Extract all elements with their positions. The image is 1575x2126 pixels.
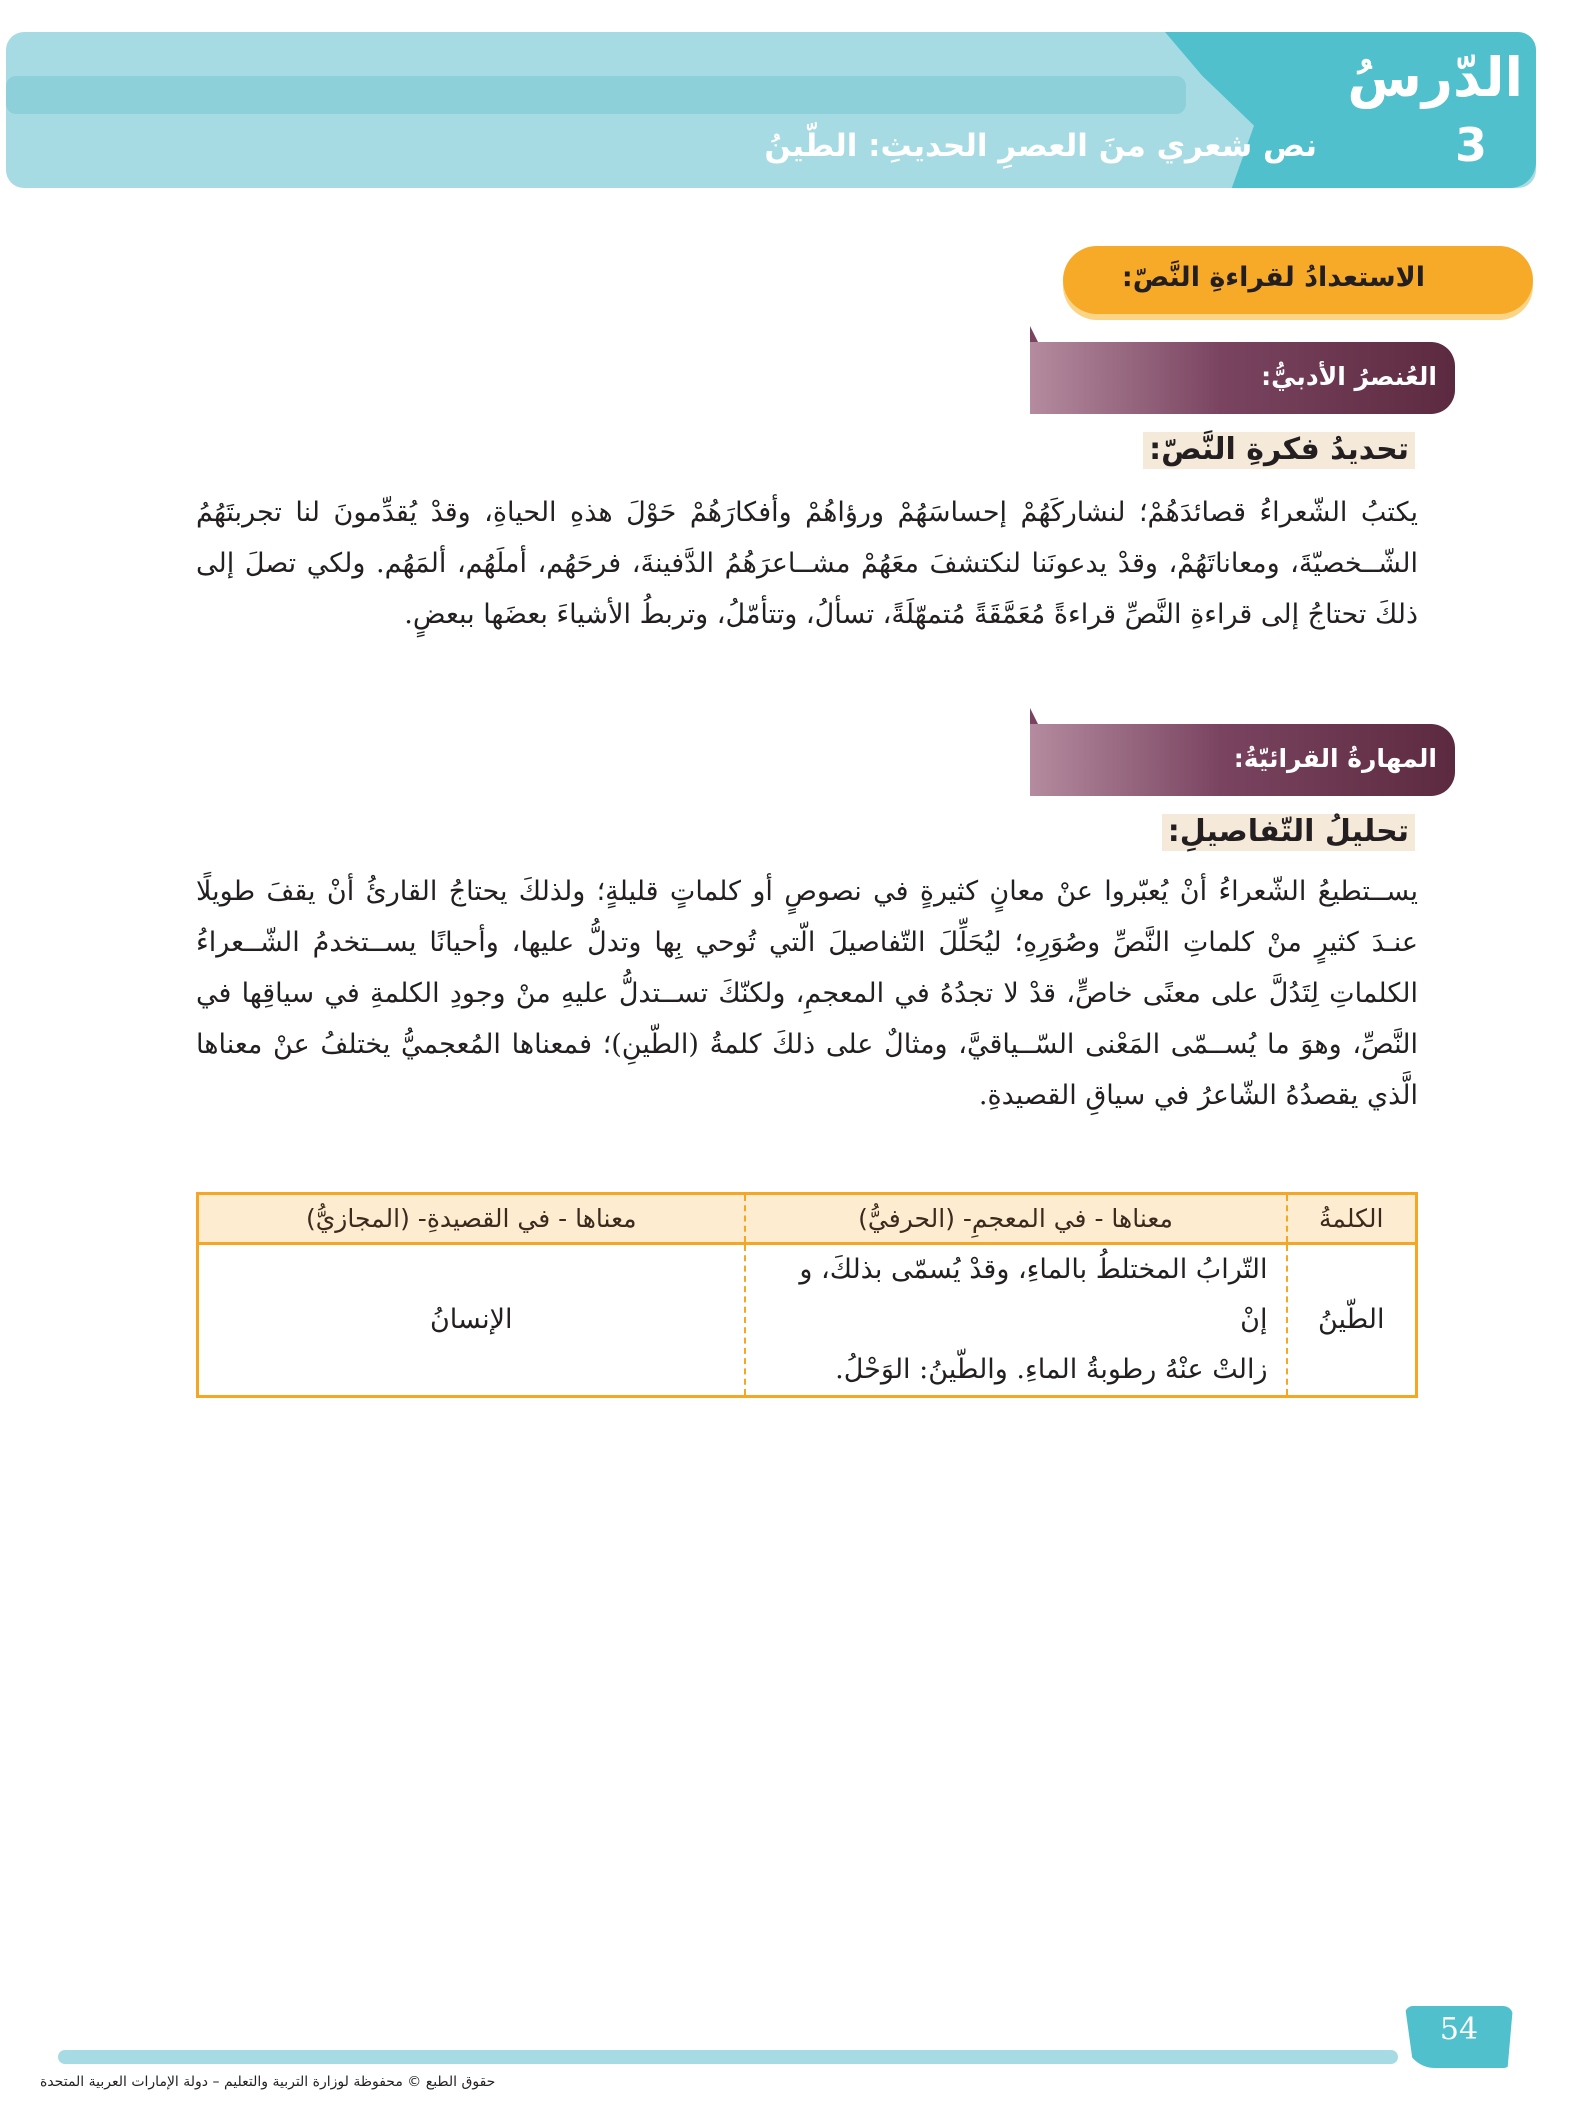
cell-lexical-line2: زالتْ عنْهُ رطوبةُ الماءِ. والطّينُ: الوَحْلُ.: [835, 1354, 1268, 1385]
subheading-idea: [1143, 432, 1415, 467]
cell-lexical-line1: التّرابُ المختلطُ بالماءِ، وقدْ يُسمّى بذلكَ، و إنْ: [799, 1254, 1268, 1335]
copyright-notice: حقوق الطبع © محفوظة لوزارة التربية والتعليم – دولة الإمارات العربية المتحدة: [40, 2074, 496, 2090]
footer-bar: [58, 2050, 1398, 2064]
cell-lexical: [745, 1244, 1287, 1397]
header-lexical: معناها - في المعجمِ- (الحرفيُّ): [745, 1194, 1287, 1244]
lesson-number: 3: [1454, 118, 1487, 172]
paragraph-details: يســتطيعُ الشّعراءُ أنْ يُعبّروا عنْ معانٍ كثيرةٍ في نصوصٍ أو كلماتٍ قليلةٍ؛ ولذلكَ يحتاجُ القارئُ أنْ يقفَ طويلًا عنـدَ كثيرٍ منْ كلماتِ النَّصِّ وصُوَرِهِ؛ ليُحَلِّلَ التّفاصيلَ الّتي تُوحي بِها وتدلُّ عليها، وأحيانًا يســتخدمُ الشّــعراءُ الكلماتِ لِتَدُلَّ على معنًى خاصٍّ، قدْ لا تجدُهُ في المعجمِ، ولكنّكَ تســتدلُّ عليهِ منْ وجودِ الكلمةِ في سياقِها في النَّصِّ، وهوَ ما يُســمّى المَعْنى السّــياقيَّ، ومثالٌ على ذلكَ كلمةُ (الطّينِ)؛ فمعناها المُعجميُّ يختلفُ عنْ معناها الَّذي يقصدُهُ الشّاعرُ في سياقِ القصيدةِ.: [196, 876, 1418, 1111]
cell-figurative: الإنسانُ: [198, 1244, 745, 1397]
page-number: 54: [1439, 2012, 1479, 2047]
cell-word: الطّينُ: [1317, 1304, 1385, 1335]
header-figurative: معناها - في القصيدةِ- (المجازيُّ): [198, 1194, 745, 1244]
meaning-table: [196, 1192, 1418, 1398]
table-row: [198, 1244, 1417, 1397]
lesson-title: نص شعري منَ العصرِ الحديثِ: الطّينُ: [764, 128, 1317, 164]
section-label-reading-skill: المهارةُ القرائيّةُ:: [1233, 744, 1437, 773]
lesson-word: الدّرسُ: [1347, 46, 1523, 109]
subheading-details: [1162, 814, 1415, 849]
header-word: الكلمةُ: [1287, 1194, 1417, 1244]
paragraph-idea: يكتبُ الشّعراءُ قصائدَهُمْ؛ لنشاركَهُمْ إحساسَهُمْ ورؤاهُمْ وأفكارَهُمْ حَوْلَ هذهِ الحياةِ، وقدْ يُقدِّمونَ لنا تجربتَهُمُ الشّــخصيّةَ، ومعاناتَهُمْ، وقدْ يدعونَنا لنكتشفَ معَهُمْ مشــاعرَهُمُ الدَّفينةَ، فرحَهُم، أملَهُم، ألمَهُم. ولكي تصلَ إلى ذلكَ تحتاجُ إلى قراءةِ النَّصِّ قراءةً مُعَمَّقَةً مُتمهّلَةً، تسألُ، وتتأمّلُ، وتربطُ الأشياءَ بعضَها ببعضٍ.: [196, 497, 1418, 630]
prep-label: الاستعدادُ لقراءةِ النَّصّ:: [1121, 262, 1425, 293]
header-banner-strip: [6, 76, 1186, 114]
subheading-idea-text: تحديدُ فكرةِ النَّصّ:: [1143, 432, 1415, 469]
subheading-details-text: تحليلُ التّفاصيلِ:: [1162, 814, 1415, 851]
section-label-literary: العُنصرُ الأدبيُّ:: [1261, 362, 1437, 391]
table-header-row: [198, 1194, 1417, 1244]
